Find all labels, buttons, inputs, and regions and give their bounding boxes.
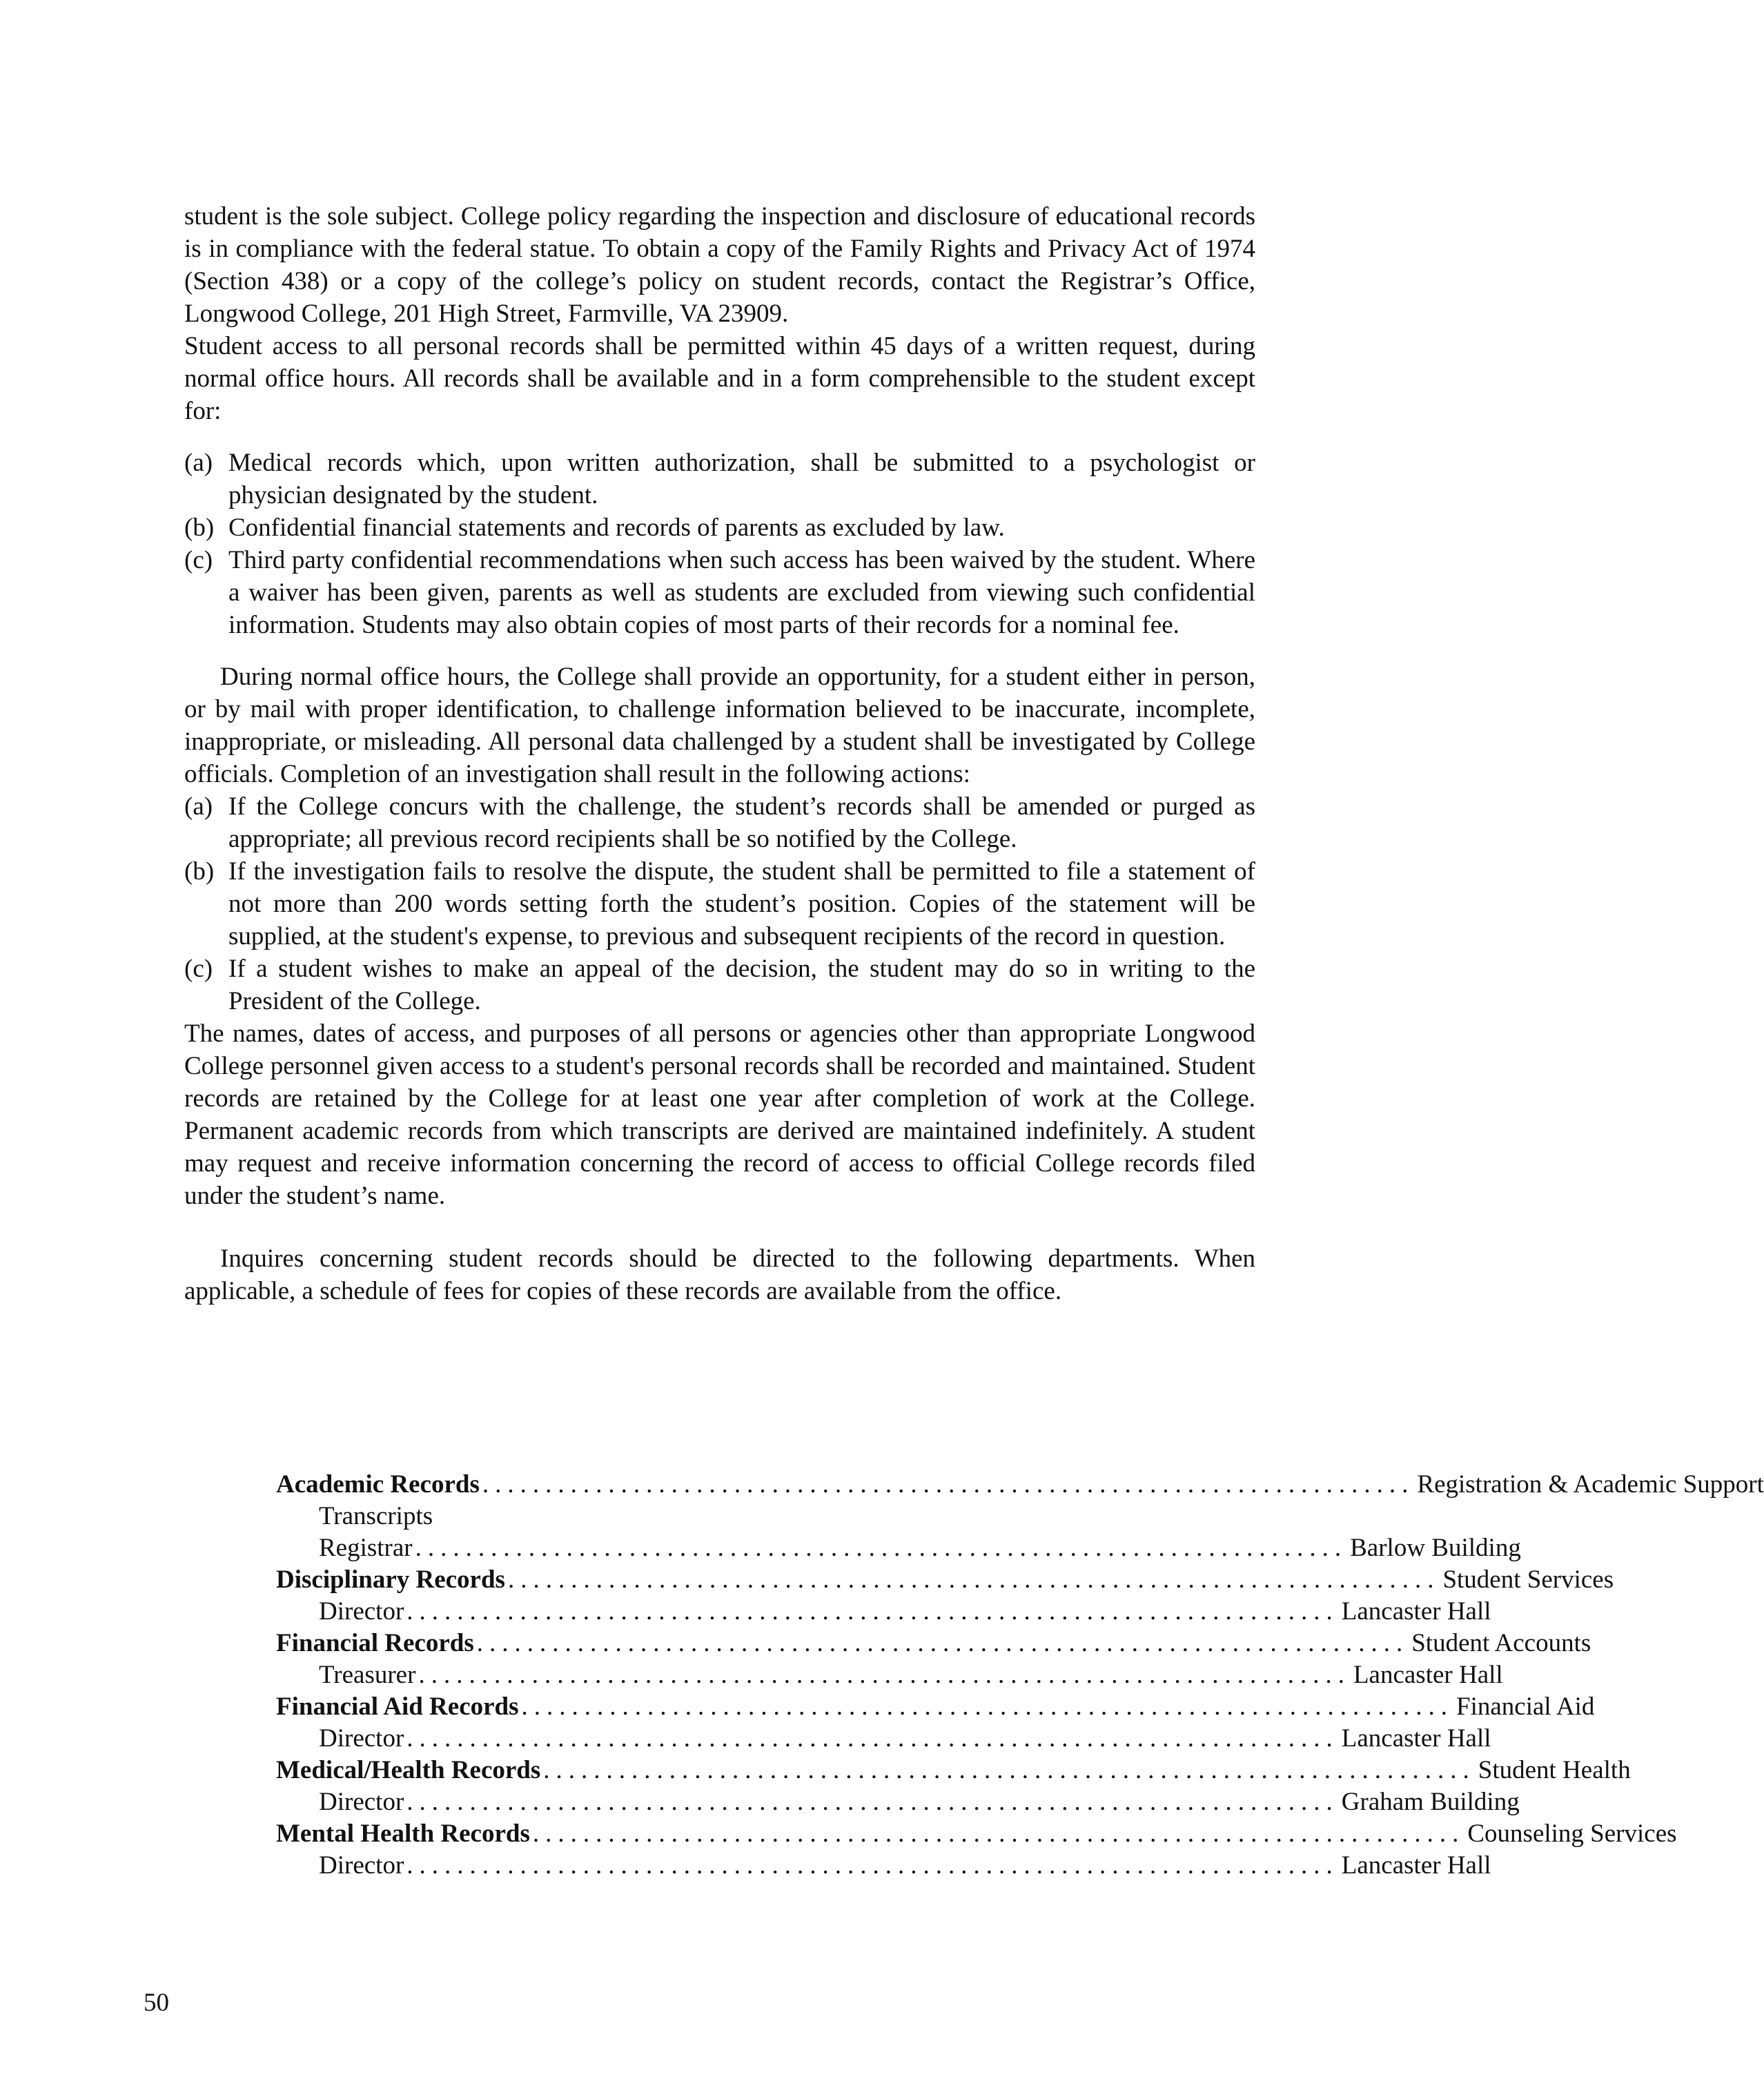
record-department: Registration & Academic Support [1417, 1470, 1764, 1499]
dot-leader: .......................................................................... [406, 1724, 1339, 1753]
directory-row [276, 1628, 1591, 1659]
directory-row [276, 1786, 1520, 1818]
list-text: Third party confidential recommendations when such access has been waived by the student. Where a waiver has been given, parents as well as students are excluded from viewing such confidential information. Students may also obtain copies of most parts of their records for a nominal fee. [228, 546, 1255, 639]
records-directory [276, 1469, 1764, 1882]
directory-row [276, 1532, 1521, 1564]
actions-list [184, 790, 1255, 1017]
paragraph-2: Student access to all personal records shall be permitted within 45 days of a written request, during normal office hours. All records shall be available and in a form comprehensible to the student except for: [184, 332, 1255, 425]
list-item [184, 544, 1255, 641]
record-subtitle: Transcripts [319, 1502, 433, 1530]
dot-leader: .......................................................................... [415, 1534, 1348, 1562]
dot-leader: .......................................................................... [532, 1820, 1465, 1848]
record-title: Academic Records [276, 1470, 480, 1499]
record-title: Financial Records [276, 1629, 474, 1657]
directory-row [276, 1564, 1614, 1596]
record-location: Lancaster Hall [1341, 1597, 1491, 1626]
dot-leader: .......................................................................... [406, 1597, 1339, 1626]
dot-leader: .......................................................................... [521, 1693, 1454, 1721]
directory-row [276, 1755, 1631, 1786]
record-title: Financial Aid Records [276, 1693, 519, 1721]
list-label: (b) [184, 514, 215, 542]
record-location: Lancaster Hall [1353, 1661, 1503, 1689]
list-label: (c) [184, 955, 213, 983]
list-item [184, 855, 1255, 953]
directory-row [276, 1596, 1491, 1628]
paragraph-1: student is the sole subject. College policy regarding the inspection and disclosure of educational records is in compliance with the federal statue. To obtain a copy of the Family Rights and Privacy Act of 1974 (Section 438) or a copy of the college’s policy on student records, contact the Registrar’s Office, Longwood College, 201 High Street, Farmville, VA 23909. [184, 202, 1255, 328]
list-item [184, 953, 1255, 1017]
page-number: 50 [144, 1989, 169, 2017]
list-text: If a student wishes to make an appeal of the decision, the student may do so in writing to the President of the College. [228, 955, 1255, 1015]
document-body [184, 200, 1255, 1307]
list-text: If the College concurs with the challenge, the student’s records shall be amended or purged as appropriate; all previous record recipients shall be so notified by the College. [228, 792, 1255, 853]
list-label: (a) [184, 792, 213, 821]
paragraph-3: During normal office hours, the College shall provide an opportunity, for a student either in person, or by mail with proper identification, to challenge information believed to be inaccurate, incomplete, inappropriate, or misleading. All personal data challenged by a student shall be investigated by College officials. Completion of an investigation shall result in the following actions: [184, 663, 1255, 788]
directory-row [276, 1850, 1491, 1882]
exception-list [184, 447, 1255, 641]
record-department: Student Services [1442, 1566, 1614, 1594]
list-text: Medical records which, upon written authorization, shall be submitted to a psychologist or physician designated by the student. [228, 449, 1255, 509]
record-contact: Director [319, 1851, 404, 1880]
directory-row [276, 1501, 1111, 1532]
directory-row [276, 1691, 1595, 1723]
record-location: Lancaster Hall [1341, 1851, 1491, 1880]
record-contact: Treasurer [319, 1661, 416, 1689]
record-department: Student Health [1478, 1756, 1631, 1784]
dot-leader: .......................................................................... [543, 1756, 1476, 1784]
list-label: (c) [184, 546, 213, 574]
record-title: Mental Health Records [276, 1820, 530, 1848]
directory-row [276, 1659, 1503, 1691]
record-contact: Director [319, 1597, 404, 1626]
directory-row [276, 1469, 1764, 1501]
record-location: Lancaster Hall [1341, 1724, 1491, 1753]
dot-leader: .......................................................................... [476, 1629, 1409, 1657]
record-title: Medical/Health Records [276, 1756, 541, 1784]
directory-row [276, 1723, 1491, 1755]
dot-leader: .......................................................................... [418, 1661, 1351, 1689]
dot-leader: .......................................................................... [406, 1851, 1339, 1880]
record-location: Graham Building [1341, 1788, 1520, 1816]
dot-leader: .......................................................................... [507, 1566, 1440, 1594]
list-text: If the investigation fails to resolve the dispute, the student shall be permitted to file a statement of not more than 200 words setting forth the student’s position. Copies of the statement will be supplied, at the student's expense, to previous and subsequent recipients of the record in question. [228, 857, 1255, 950]
record-department: Counseling Services [1467, 1820, 1677, 1848]
paragraph-4: The names, dates of access, and purposes of all persons or agencies other than appropriate Longwood College personnel given access to a student's personal records shall be recorded and maintained. Student records are retained by the College for at least one year after completion of work at the College. Permanent academic records from which transcripts are derived are maintained indefinitely. A student may request and receive information concerning the record of access to official College records filed under the student’s name. [184, 1020, 1255, 1210]
record-department: Student Accounts [1411, 1629, 1591, 1657]
list-item [184, 511, 1255, 544]
record-contact: Registrar [319, 1534, 413, 1562]
list-item [184, 447, 1255, 511]
list-item [184, 790, 1255, 855]
record-contact: Director [319, 1788, 404, 1816]
list-text: Confidential financial statements and records of parents as excluded by law. [228, 514, 1005, 542]
dot-leader: .......................................................................... [406, 1788, 1339, 1816]
paragraph-5: Inquires concerning student records should be directed to the following departments. When applicable, a schedule of fees for copies of these records are available from the office. [184, 1245, 1255, 1305]
record-department: Financial Aid [1456, 1693, 1595, 1721]
record-contact: Director [319, 1724, 404, 1753]
directory-row [276, 1818, 1677, 1850]
record-title: Disciplinary Records [276, 1566, 505, 1594]
dot-leader: .......................................................................... [482, 1470, 1415, 1499]
list-label: (b) [184, 857, 215, 886]
record-location: Barlow Building [1350, 1534, 1521, 1562]
list-label: (a) [184, 449, 213, 477]
